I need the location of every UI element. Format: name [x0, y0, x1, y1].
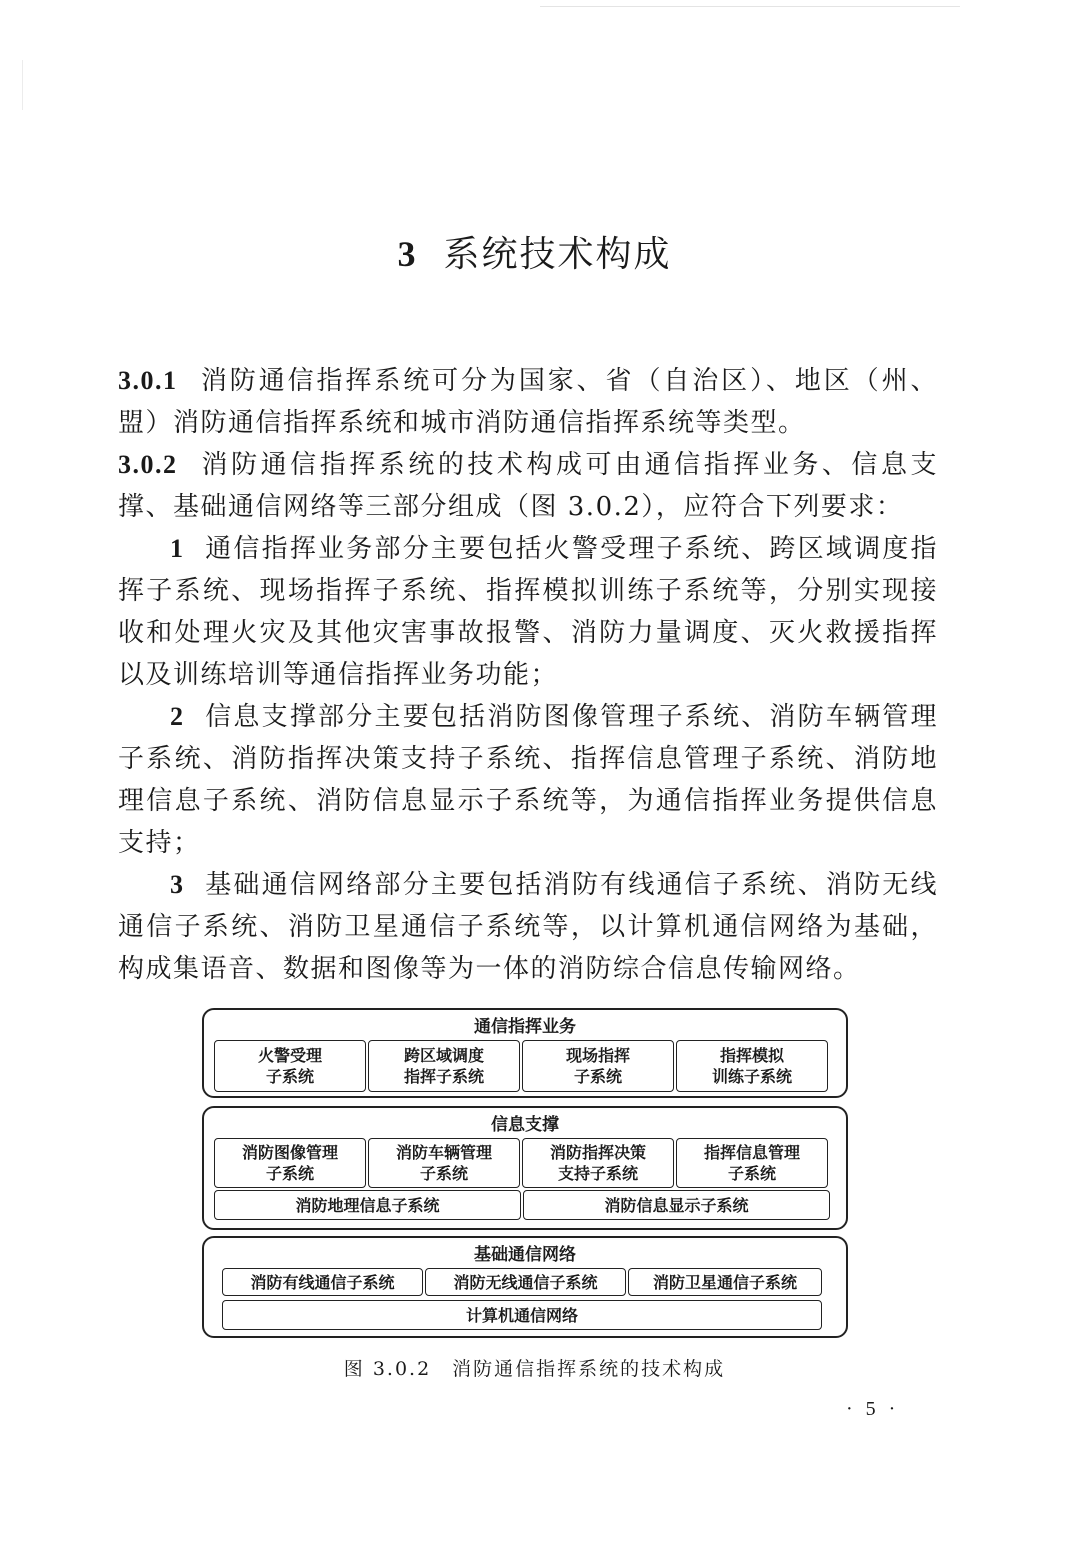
chapter-title: [0, 226, 1069, 277]
list-item-1: 1 通信指挥业务部分主要包括火警受理子系统、跨区域调度指挥子系统、现场指挥子系统、指挥模拟训练子系统等，分别实现接收和处理火灾及其他灾害事故报警、消防力量调度、灭火救援指挥以及训练培训等通信指挥业务功能；: [118, 534, 938, 690]
diagram-box: 消防卫星通信子系统: [628, 1268, 822, 1296]
page-number: · 5 ·: [846, 1398, 900, 1420]
figure-caption: 图 3.0.2 消防通信指挥系统的技术构成: [343, 1358, 726, 1380]
diagram-box: 指挥信息管理 子系统: [676, 1138, 828, 1188]
diagram-box: 现场指挥 子系统: [522, 1040, 674, 1092]
diagram-box: 指挥模拟 训练子系统: [676, 1040, 828, 1092]
layer-title: 信息支撑: [491, 1115, 559, 1135]
diagram-box: 计算机通信网络: [222, 1300, 822, 1330]
diagram-box: 消防有线通信子系统: [222, 1268, 423, 1296]
layer-information-support: [202, 1106, 848, 1230]
layer-title: 通信指挥业务: [474, 1017, 576, 1037]
diagram-box: 消防信息显示子系统: [523, 1190, 830, 1220]
diagram-box: 消防图像管理 子系统: [214, 1138, 366, 1188]
layer-command-business: [202, 1008, 848, 1098]
diagram-box: 消防指挥决策 支持子系统: [522, 1138, 674, 1188]
chapter-title-text: 系统技术构成: [443, 234, 672, 275]
diagram-box: 跨区域调度 指挥子系统: [368, 1040, 520, 1092]
diagram-box: 火警受理 子系统: [214, 1040, 366, 1092]
system-architecture-diagram: [202, 1008, 850, 1340]
list-item-2: 2 信息支撑部分主要包括消防图像管理子系统、消防车辆管理子系统、消防指挥决策支持子系统、指挥信息管理子系统、消防地理信息子系统、消防信息显示子系统等，为通信指挥业务提供信息支持；: [118, 702, 938, 858]
layer-basic-network: [202, 1236, 848, 1338]
body-text: [118, 360, 938, 990]
clause-3-0-1: 3.0.1 消防通信指挥系统可分为国家、省（自治区）、地区（州、盟）消防通信指挥系统和城市消防通信指挥系统等类型。: [118, 366, 938, 438]
diagram-box: 消防车辆管理 子系统: [368, 1138, 520, 1188]
diagram-box: 消防地理信息子系统: [214, 1190, 521, 1220]
layer-title: 基础通信网络: [474, 1245, 576, 1265]
clause-3-0-2: 3.0.2 消防通信指挥系统的技术构成可由通信指挥业务、信息支撑、基础通信网络等三部分组成（图 3.0.2），应符合下列要求：: [118, 450, 938, 522]
chapter-number: 3: [397, 234, 418, 274]
diagram-box: 消防无线通信子系统: [425, 1268, 626, 1296]
scan-edge-line: [540, 6, 960, 7]
list-item-3: 3 基础通信网络部分主要包括消防有线通信子系统、消防无线通信子系统、消防卫星通信子系统等，以计算机通信网络为基础，构成集语音、数据和图像等为一体的消防综合信息传输网络。: [118, 870, 938, 984]
scan-margin-mark: [22, 60, 23, 110]
